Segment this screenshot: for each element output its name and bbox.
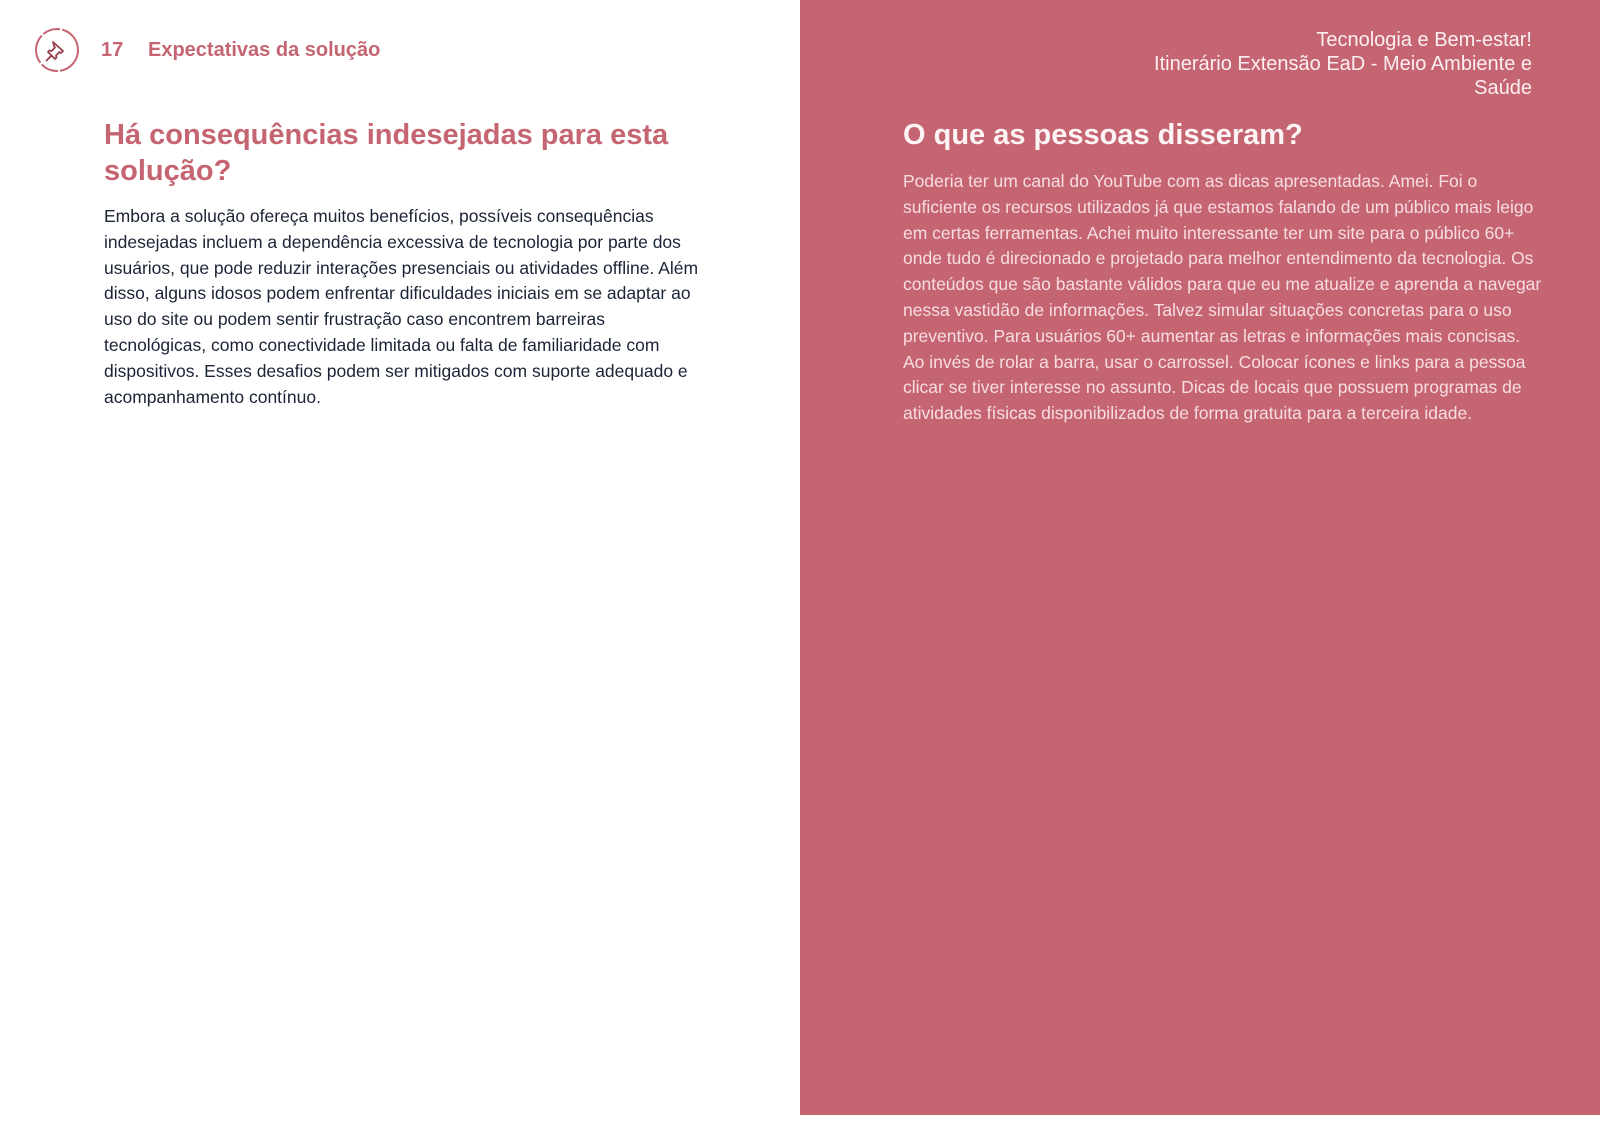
unintended-consequences-heading: Há consequências indesejadas para esta solução? xyxy=(104,119,669,187)
section-title: Expectativas da solução xyxy=(148,39,381,61)
feedback-body: Poderia ter um canal do YouTube com as dicas apresentadas. Amei. Foi o suficiente os recursos utilizados já que estamos falando de um público mais leigo em certas ferramentas. Achei muito interessante ter um site para o público 60+ onde tudo é direcionado e projetado para melhor entendimento da tecnologia. Os conteúdos que são bastante válidos para que eu me atualize e aprenda a navegar nessa vastidão de informações. Talvez simular situações concretas para o uso preventivo. Para usuários 60+ aumentar as letras e informações mais concisas. Ao invés de rolar a barra, usar o carrossel. Colocar ícones e links para a pessoa clicar se tiver interesse no assunto. Dicas de locais que possuem programas de atividades físicas disponibilizados de forma gratuita para a terceira idade. xyxy=(903,171,1542,424)
right-panel xyxy=(800,0,1600,1115)
unintended-consequences-body: Embora a solução ofereça muitos benefícios, possíveis consequências indesejadas incluem a dependência excessiva de tecnologia por parte dos usuários, que pode reduzir interações presenciais ou atividades offline. Além disso, alguns idosos podem enfrentar dificuldades iniciais em se adaptar ao uso do site ou podem sentir frustração caso encontrem barreiras tecnológicas, como conectividade limitada ou falta de familiaridade com dispositivos. Esses desafios podem ser mitigados com suporte adequado e acompanhamento contínuo. xyxy=(104,206,699,407)
feedback-heading: O que as pessoas disseram? xyxy=(903,119,1303,151)
document-title xyxy=(1092,28,1532,100)
pin-icon xyxy=(34,27,80,73)
page-number: 17 xyxy=(101,39,124,61)
bottom-strip xyxy=(800,1115,1600,1131)
document-title-line-1: Tecnologia e Bem-estar! xyxy=(1316,29,1532,51)
document-title-line-2: Itinerário Extensão EaD - Meio Ambiente e Saúde xyxy=(1154,53,1532,99)
